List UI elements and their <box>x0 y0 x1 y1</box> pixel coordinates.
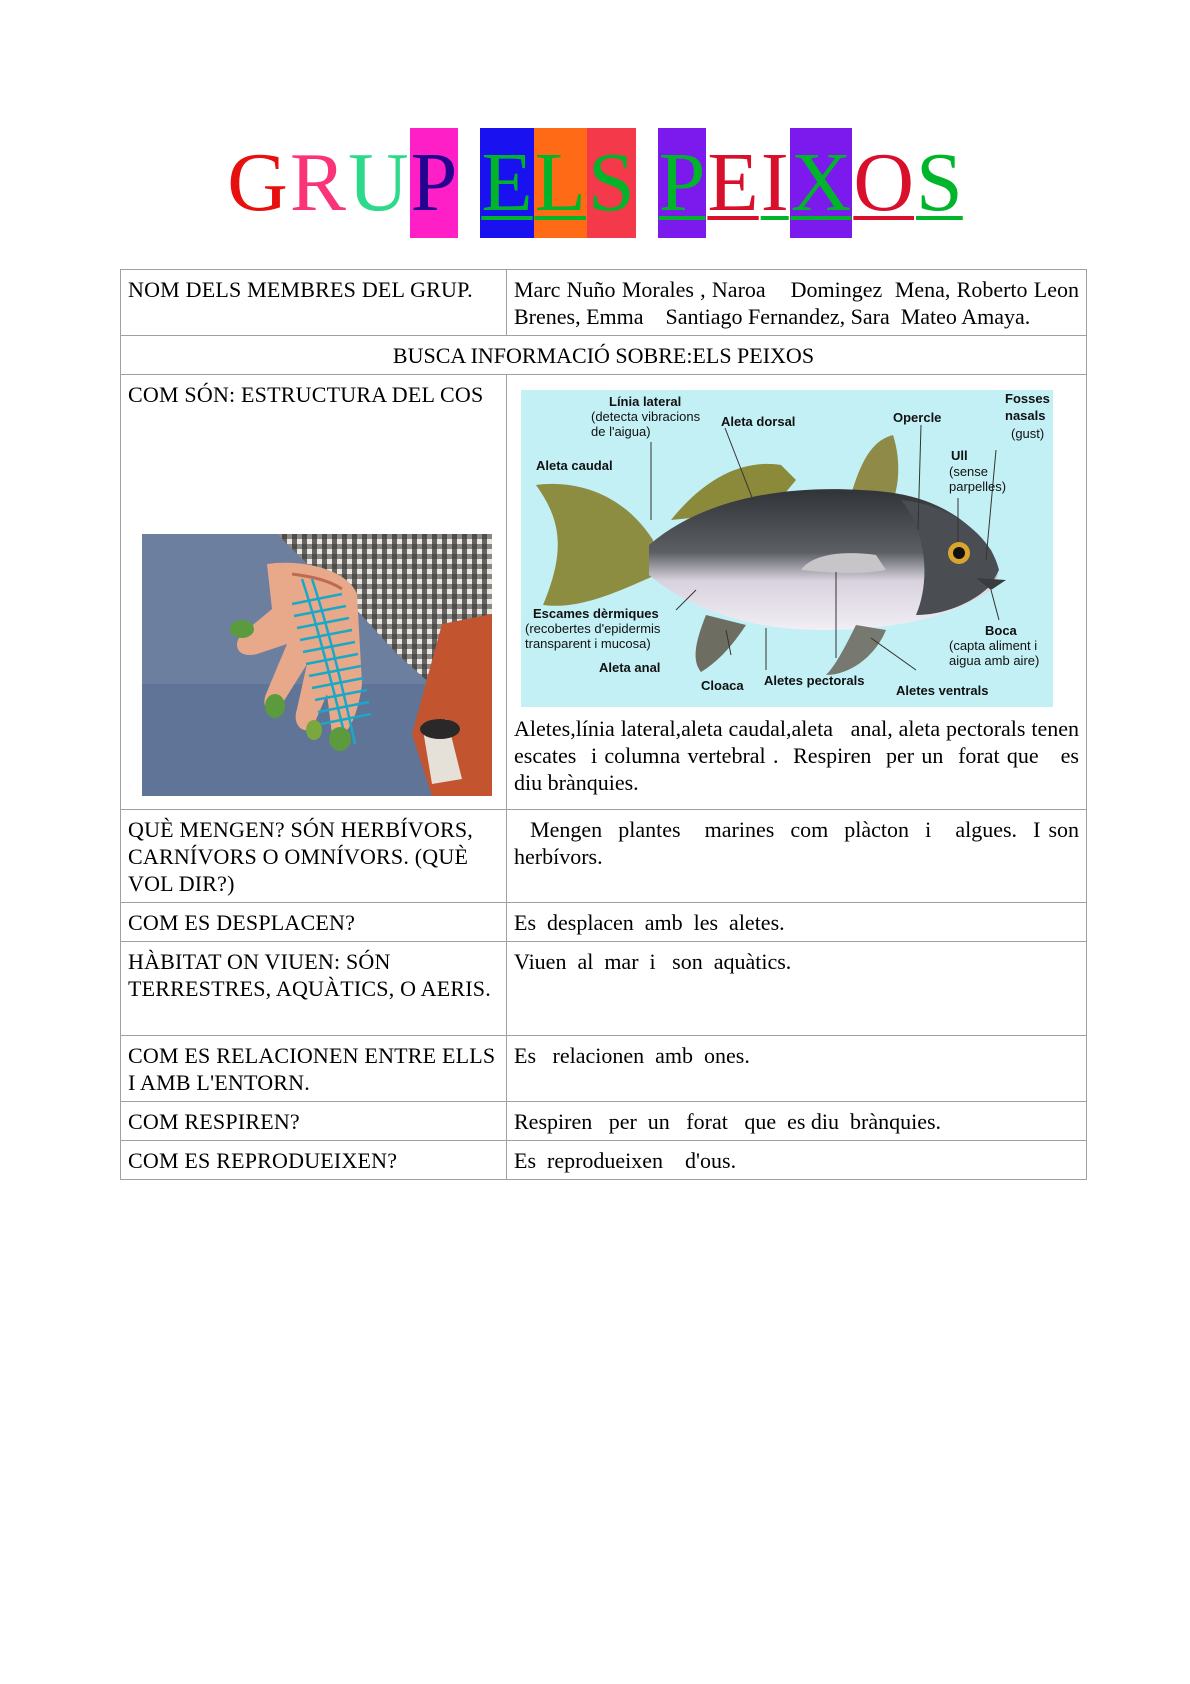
fish-anatomy-diagram <box>521 390 1053 707</box>
label-ull: Ull <box>951 448 968 463</box>
table-row <box>121 903 1087 942</box>
title-letter: P <box>658 128 707 238</box>
label-boca-desc: aigua amb aire) <box>949 653 1040 668</box>
title-letter: E <box>480 128 533 238</box>
label-cloaca: Cloaca <box>701 678 744 693</box>
table-row <box>121 810 1087 903</box>
title-letter: X <box>790 128 853 238</box>
title-letter: G <box>227 136 288 229</box>
label-fosses-nasals: Fosses <box>1005 391 1050 406</box>
title-letter: R <box>289 136 346 229</box>
structure-value-cell <box>507 375 1090 810</box>
label-fosses-nasals: nasals <box>1005 408 1046 423</box>
table-row <box>121 270 1087 336</box>
title-letter: O <box>853 136 915 229</box>
table-row <box>121 1102 1087 1141</box>
repro-value: Es reprodueixen d'ous. <box>507 1141 1087 1180</box>
breathe-label: COM RESPIREN? <box>121 1102 507 1141</box>
title-letter: P <box>410 128 459 238</box>
info-table <box>120 269 1090 1180</box>
move-value: Es desplacen amb les aletes. <box>507 903 1087 942</box>
food-label: QUÈ MENGEN? SÓN HERBÍVORS, CARNÍVORS O OMNÍVORS. (QUÈ VOL DIR?) <box>121 810 507 903</box>
table-row <box>121 375 1087 810</box>
members-label: NOM DELS MEMBRES DEL GRUP. <box>121 270 507 336</box>
section-banner: BUSCA INFORMACIÓ SOBRE:ELS PEIXOS <box>121 336 1087 375</box>
label-aleta-anal: Aleta anal <box>599 660 661 675</box>
move-label: COM ES DESPLACEN? <box>121 903 507 942</box>
repro-label: COM ES REPRODUEIXEN? <box>121 1141 507 1180</box>
label-escames-desc: transparent i mucosa) <box>525 636 651 651</box>
habitat-value: Viuen al mar i son aquàtics. <box>507 942 1087 1036</box>
table-row <box>121 336 1087 375</box>
label-ull-desc: (sense <box>949 464 989 479</box>
label-escames: Escames dèrmiques <box>533 606 659 621</box>
table-row <box>121 1141 1087 1180</box>
structure-label: COM SÓN: ESTRUCTURA DEL COS <box>128 382 484 407</box>
habitat-label: HÀBITAT ON VIUEN: SÓN TERRESTRES, AQUÀTICS, O AERIS. <box>121 942 507 1036</box>
title-letter: I <box>760 136 789 229</box>
label-linia-lateral: Línia lateral <box>609 394 682 409</box>
title-letter: L <box>534 128 587 238</box>
table-row <box>121 942 1087 1036</box>
structure-cell <box>121 375 507 810</box>
members-value: Marc Nuño Morales , Naroa Domingez Mena, Roberto Leon Brenes, Emma Santiago Fernandez, Sara Mateo Amaya. <box>507 270 1087 336</box>
label-boca: Boca <box>985 623 1017 638</box>
label-escames-desc: (recobertes d'epidermis <box>525 621 661 636</box>
label-ull-desc: parpelles) <box>949 479 1007 494</box>
label-fosses-nasals-desc: (gust) <box>1011 426 1045 441</box>
structure-value: Aletes,línia lateral,aleta caudal,aleta anal, aleta pectorals tenen escates i columna vertebral . Respiren per un forat que es diu brànquies. <box>514 716 1090 795</box>
label-boca-desc: (capta aliment i <box>949 638 1038 653</box>
label-aletes-pectorals: Aletes pectorals <box>764 673 865 688</box>
label-aleta-dorsal: Aleta dorsal <box>721 414 796 429</box>
relation-value: Es relacionen amb ones. <box>507 1036 1087 1102</box>
title-letter: S <box>587 128 636 238</box>
food-value: Mengen plantes marines com plàcton i algues. I son herbívors. <box>507 810 1087 903</box>
breathe-value: Respiren per un forat que es diu brànquies. <box>507 1102 1087 1141</box>
title-letter: U <box>347 136 409 229</box>
label-linia-lateral-desc: de l'aigua) <box>591 424 651 439</box>
table-row <box>121 1036 1087 1102</box>
label-linia-lateral-desc: (detecta vibracions <box>591 409 701 424</box>
page-title <box>0 128 1190 238</box>
relation-label: COM ES RELACIONEN ENTRE ELLS I AMB L'ENTORN. <box>121 1036 507 1102</box>
title-letter: S <box>916 136 963 229</box>
label-aletes-ventrals: Aletes ventrals <box>896 683 989 698</box>
hand-skeleton-photo <box>142 534 492 796</box>
title-letter: E <box>707 136 759 229</box>
label-opercle: Opercle <box>893 410 942 425</box>
label-aleta-caudal: Aleta caudal <box>536 458 613 473</box>
